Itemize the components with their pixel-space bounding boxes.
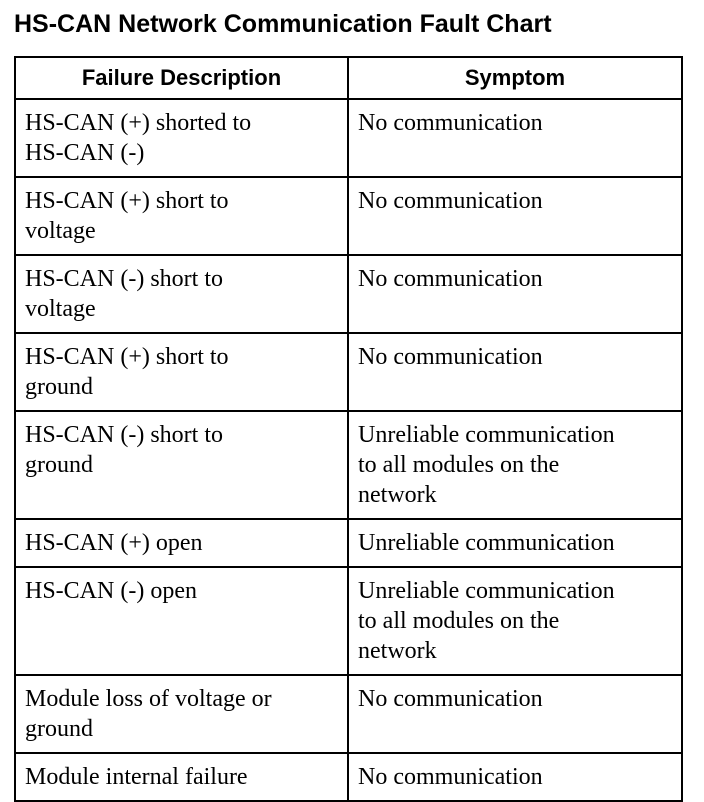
table-row [15, 255, 682, 333]
symptom-text-line: Unreliable communication [358, 530, 615, 556]
failure-description-cell [15, 519, 348, 567]
failure-text-line: HS-CAN (-) short to [25, 422, 223, 448]
symptom-text-line: No communication [358, 686, 543, 712]
symptom-text-line: No communication [358, 344, 543, 370]
failure-description-cell [15, 99, 348, 177]
page-title: HS-CAN Network Communication Fault Chart [14, 10, 552, 38]
failure-text-line: voltage [25, 296, 96, 322]
symptom-cell [348, 333, 682, 411]
failure-description-cell [15, 411, 348, 519]
failure-description-cell [15, 333, 348, 411]
fault-chart-table [14, 56, 683, 802]
table-row [15, 675, 682, 753]
failure-text-line: voltage [25, 218, 96, 244]
symptom-text-line: network [358, 638, 437, 664]
header-symptom: Symptom [348, 57, 682, 99]
failure-text-line: Module loss of voltage or [25, 686, 272, 712]
symptom-text-line: network [358, 482, 437, 508]
symptom-cell [348, 255, 682, 333]
symptom-cell [348, 177, 682, 255]
failure-text-line: HS-CAN (+) shorted to [25, 110, 252, 136]
symptom-text-line: No communication [358, 764, 543, 790]
table-row [15, 177, 682, 255]
table-row [15, 333, 682, 411]
table-row [15, 519, 682, 567]
table-row [15, 411, 682, 519]
symptom-cell [348, 99, 682, 177]
symptom-text-line: to all modules on the [358, 608, 560, 634]
failure-text-line: HS-CAN (+) short to [25, 344, 229, 370]
table-body [15, 99, 682, 801]
table-header-row [15, 57, 682, 99]
failure-text-line: HS-CAN (-) short to [25, 266, 223, 292]
table-row [15, 99, 682, 177]
symptom-cell [348, 675, 682, 753]
symptom-text-line: No communication [358, 266, 543, 292]
symptom-text-line: No communication [358, 110, 543, 136]
symptom-cell [348, 567, 682, 675]
table-row [15, 753, 682, 801]
failure-text-line: Module internal failure [25, 764, 248, 790]
failure-text-line: HS-CAN (-) [25, 140, 145, 166]
failure-text-line: ground [25, 374, 93, 400]
failure-description-cell [15, 177, 348, 255]
symptom-cell [348, 753, 682, 801]
table-row [15, 567, 682, 675]
symptom-cell [348, 519, 682, 567]
symptom-text-line: Unreliable communication [358, 422, 615, 448]
failure-text-line: HS-CAN (+) open [25, 530, 203, 556]
failure-description-cell [15, 753, 348, 801]
symptom-cell [348, 411, 682, 519]
symptom-text-line: to all modules on the [358, 452, 560, 478]
failure-description-cell [15, 675, 348, 753]
failure-text-line: HS-CAN (-) open [25, 578, 197, 604]
failure-text-line: ground [25, 452, 93, 478]
failure-description-cell [15, 567, 348, 675]
failure-description-cell [15, 255, 348, 333]
failure-text-line: ground [25, 716, 93, 742]
symptom-text-line: No communication [358, 188, 543, 214]
symptom-text-line: Unreliable communication [358, 578, 615, 604]
failure-text-line: HS-CAN (+) short to [25, 188, 229, 214]
header-failure-description: Failure Description [15, 57, 348, 99]
